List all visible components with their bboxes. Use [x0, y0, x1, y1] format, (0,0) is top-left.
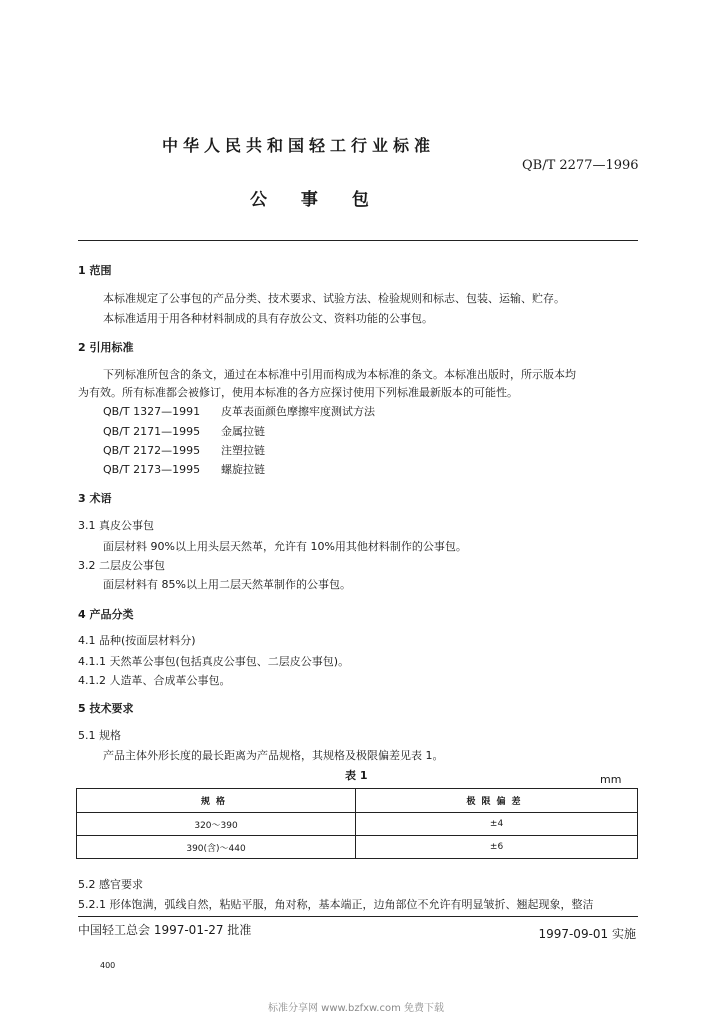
section-3-heading: 3 术语 [78, 492, 112, 505]
table-row [77, 813, 638, 836]
clause-5-2: 5.2 感官要求 [78, 878, 143, 891]
standard-code: QB/T 2277—1996 [522, 158, 639, 173]
table-header-row [77, 789, 638, 813]
section-2-heading: 2 引用标准 [78, 341, 134, 354]
table-header-deviation: 极限偏差 [356, 789, 638, 813]
reference-name: 螺旋拉链 [221, 463, 265, 476]
clause-5-2-1: 5.2.1 形体饱满，弧线自然，粘贴平服，角对称，基本端正，边角部位不允许有明显皱折、翘起现象，整洁 [78, 898, 594, 911]
reference-code: QB/T 2171—1995 [103, 425, 201, 438]
term-3-2-heading: 3.2 二层皮公事包 [78, 559, 165, 572]
table-cell-deviation: ±6 [356, 836, 638, 859]
document-title: 公 事 包 [250, 190, 383, 210]
footer-rule [78, 916, 638, 917]
section-2-paragraph-line-1: 下列标准所包含的条文，通过在本标准中引用而构成为本标准的条文。本标准出版时，所示版本均 [103, 368, 576, 381]
reference-item [103, 443, 265, 459]
table-header-spec: 规格 [77, 789, 356, 813]
reference-item [103, 404, 375, 420]
clause-4-1-1: 4.1.1 天然革公事包(包括真皮公事包、二层皮公事包)。 [78, 655, 350, 668]
table-cell-deviation: ±4 [356, 813, 638, 836]
clause-4-1: 4.1 品种(按面层材料分) [78, 634, 196, 647]
clause-5-1-paragraph: 产品主体外形长度的最长距离为产品规格，其规格及极限偏差见表 1。 [103, 749, 444, 762]
reference-name: 金属拉链 [221, 425, 265, 438]
term-3-2-definition: 面层材料有 85%以上用二层天然革制作的公事包。 [103, 578, 351, 591]
term-3-1-definition: 面层材料 90%以上用头层天然革，允许有 10%用其他材料制作的公事包。 [103, 540, 467, 553]
table-cell-spec: 320～390 [77, 813, 356, 836]
reference-code: QB/T 2172—1995 [103, 444, 201, 457]
reference-code: QB/T 1327—1991 [103, 405, 201, 418]
section-1-paragraph-1: 本标准规定了公事包的产品分类、技术要求、试验方法、检验规则和标志、包装、运输、贮存。 [103, 292, 565, 305]
reference-code: QB/T 2173—1995 [103, 463, 201, 476]
table-caption: 表 1 [345, 769, 368, 782]
term-3-1-heading: 3.1 真皮公事包 [78, 519, 154, 532]
table-row [77, 836, 638, 859]
section-2-paragraph-line-2: 为有效。所有标准都会被修订，使用本标准的各方应探讨使用下列标准最新版本的可能性。 [78, 386, 518, 399]
page-number: 400 [100, 961, 116, 970]
table-cell-spec: 390(含)～440 [77, 836, 356, 859]
effective-statement: 1997-09-01 实施 [538, 927, 636, 941]
clause-5-1: 5.1 规格 [78, 729, 121, 742]
org-title: 中华人民共和国轻工行业标准 [162, 136, 436, 155]
header-rule [78, 240, 638, 241]
watermark-text: 标准分享网 www.bzfxw.com 免费下载 [268, 1003, 444, 1014]
section-1-heading: 1 范围 [78, 264, 112, 277]
section-5-heading: 5 技术要求 [78, 702, 134, 715]
table-unit: mm [600, 773, 622, 786]
reference-item [103, 462, 265, 478]
reference-name: 注塑拉链 [221, 444, 265, 457]
section-4-heading: 4 产品分类 [78, 608, 134, 621]
clause-4-1-2: 4.1.2 人造革、合成革公事包。 [78, 674, 231, 687]
section-1-paragraph-2: 本标准适用于用各种材料制成的具有存放公文、资料功能的公事包。 [103, 312, 433, 325]
reference-item [103, 424, 265, 440]
reference-name: 皮革表面颜色摩擦牢度测试方法 [221, 405, 375, 418]
spec-table [76, 788, 638, 859]
approval-statement: 中国轻工总会 1997-01-27 批准 [78, 923, 252, 937]
